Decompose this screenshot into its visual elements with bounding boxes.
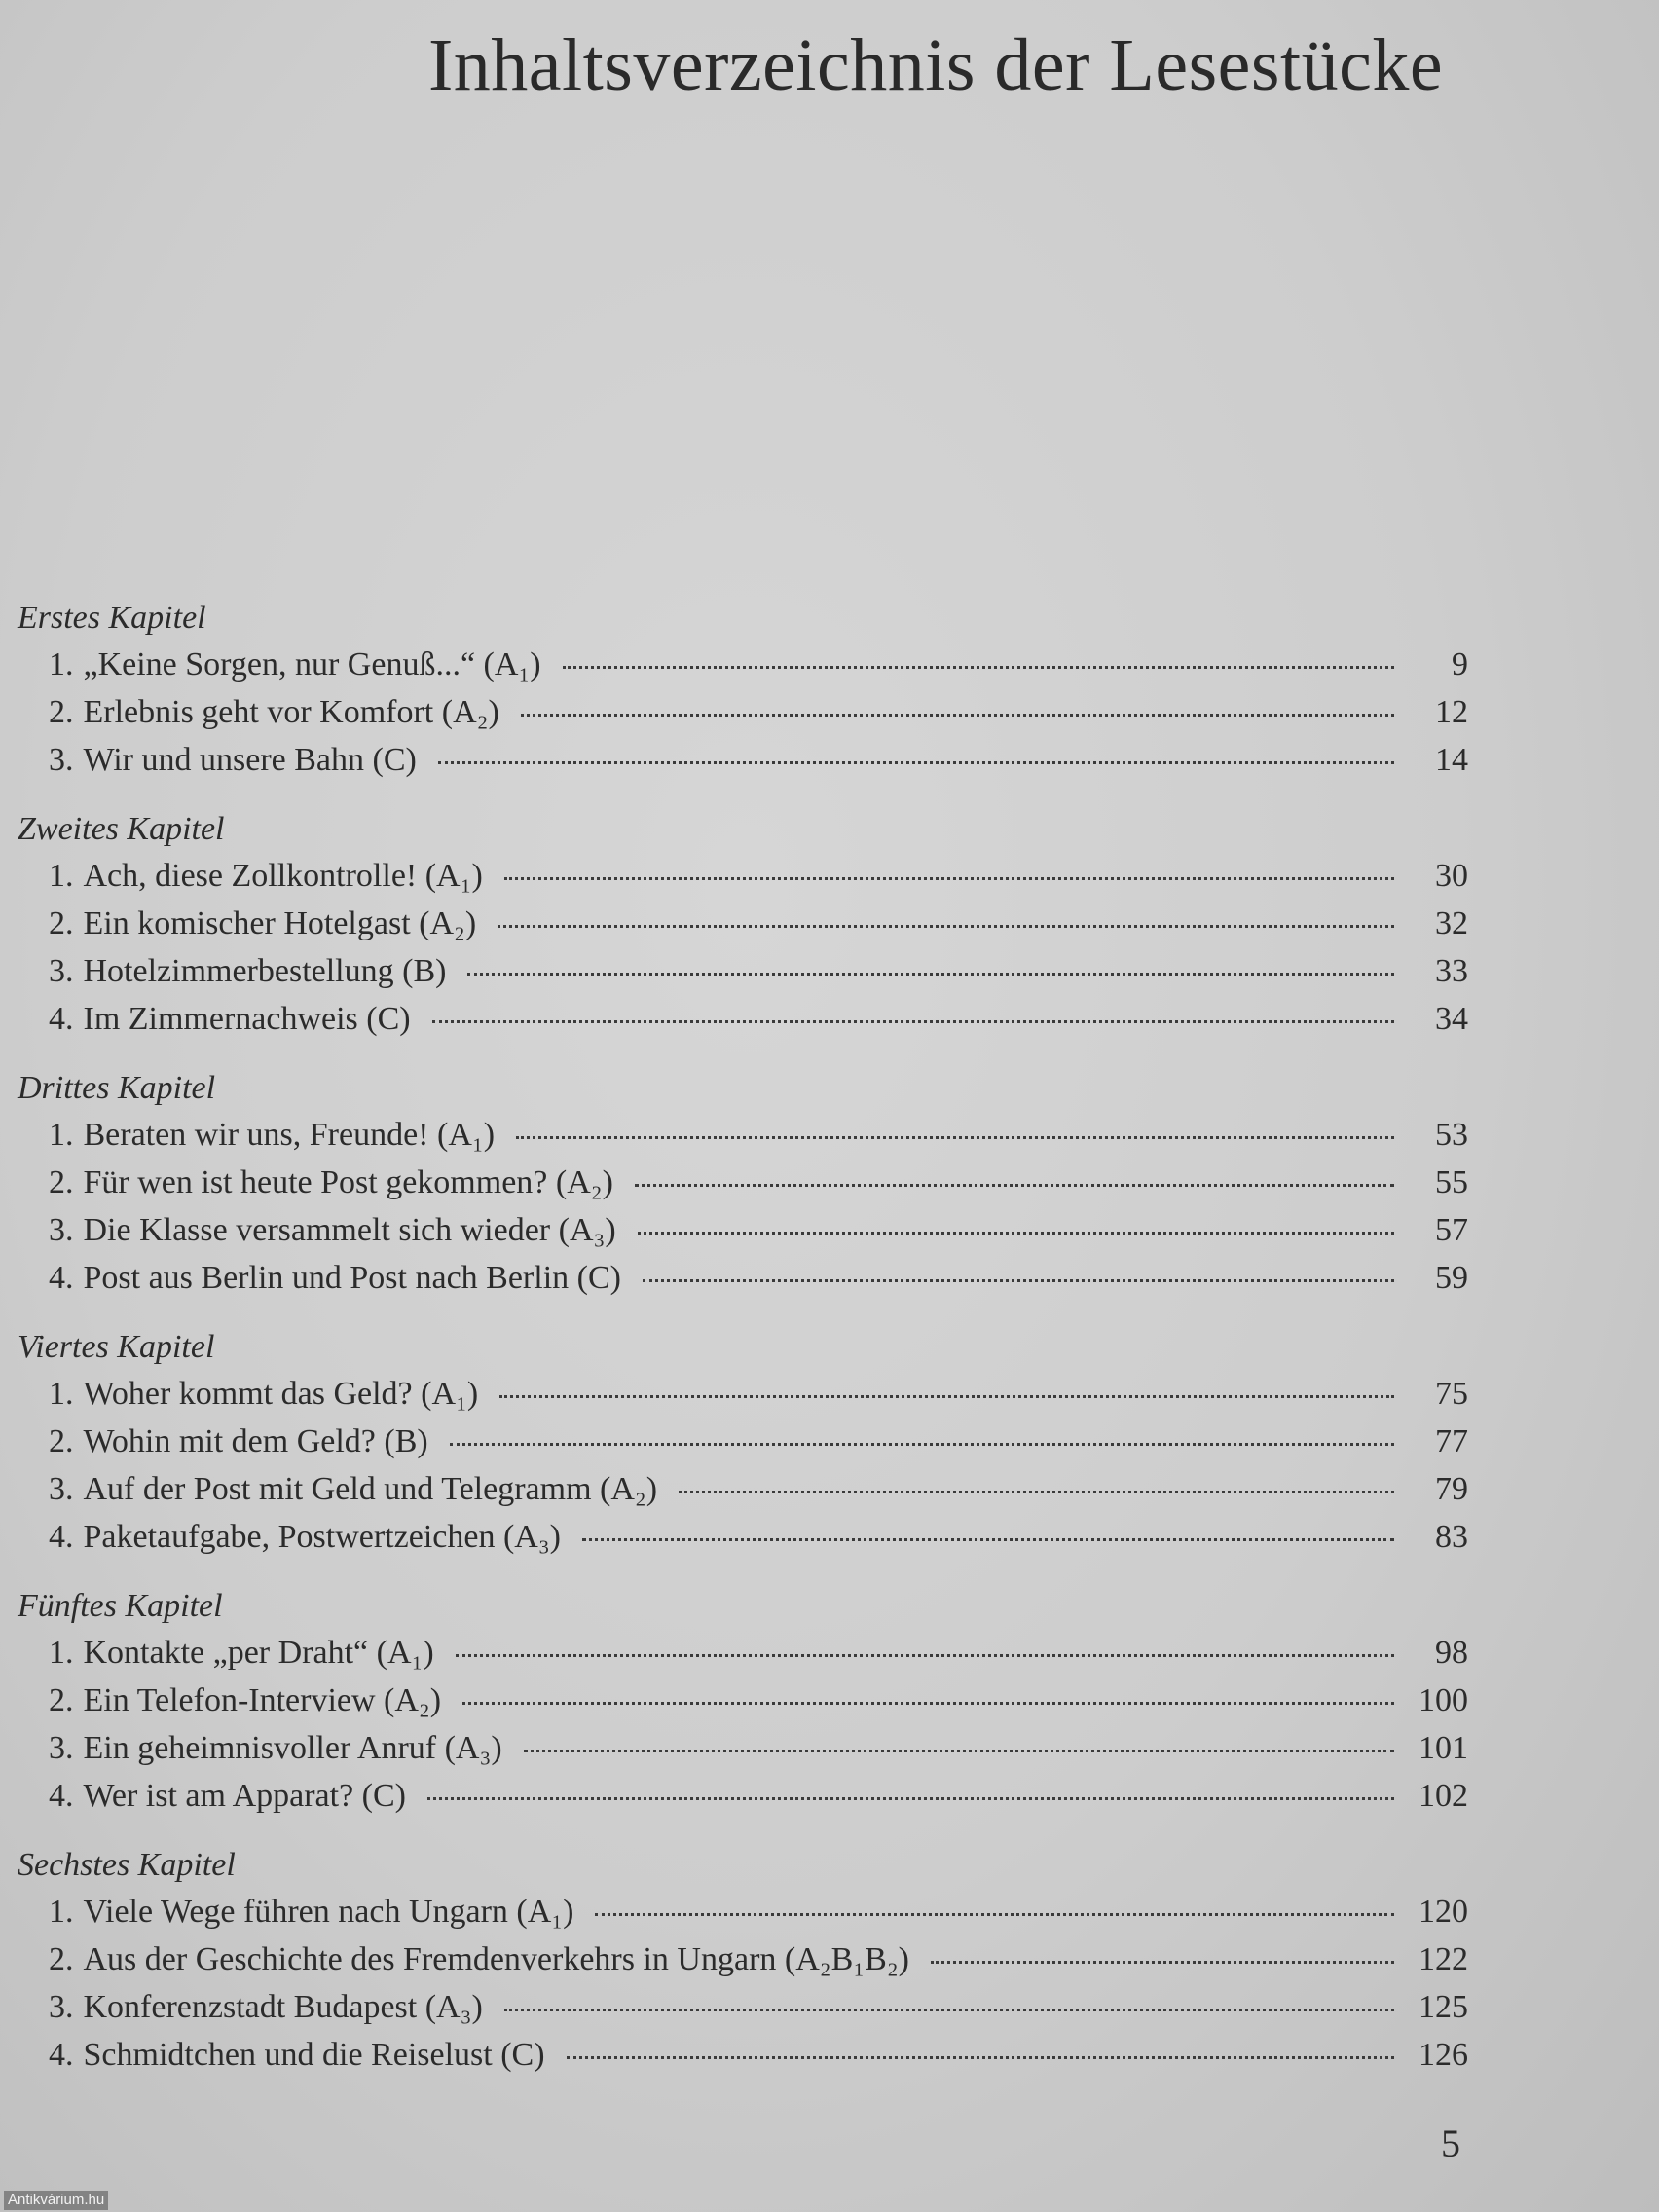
- toc-entry: [18, 736, 1468, 784]
- entry-title: Die Klasse versammelt sich wieder (A₃): [83, 1212, 616, 1248]
- dot-leader: [643, 1279, 1394, 1282]
- entry-number: 4.: [49, 1260, 74, 1296]
- dot-leader: [567, 2056, 1394, 2059]
- chapter-heading: Erstes Kapitel: [18, 600, 206, 636]
- toc-entry: [18, 1888, 1468, 1936]
- entry-number: 4.: [49, 1001, 74, 1037]
- dot-leader: [563, 666, 1394, 669]
- entry-number: 2.: [49, 1941, 74, 1977]
- table-of-contents: [18, 596, 1468, 2079]
- dot-leader: [504, 2009, 1394, 2011]
- entry-page-number: 9: [1452, 646, 1468, 682]
- entry-page-number: 101: [1419, 1730, 1468, 1766]
- entry-number: 3.: [49, 1989, 74, 2025]
- toc-entry: [18, 2031, 1468, 2079]
- entry-title: Wir und unsere Bahn (C): [83, 742, 417, 778]
- dot-leader: [931, 1961, 1394, 1964]
- toc-entry: [18, 1983, 1468, 2031]
- toc-entry: [18, 852, 1468, 900]
- toc-entry: [18, 1513, 1468, 1561]
- entry-page-number: 125: [1419, 1989, 1468, 2025]
- entry-page-number: 77: [1435, 1423, 1468, 1459]
- entry-number: 3.: [49, 1471, 74, 1507]
- entry-title: Ein Telefon-Interview (A₂): [83, 1682, 442, 1718]
- entry-number: 2.: [49, 1164, 74, 1200]
- dot-leader: [524, 1750, 1394, 1752]
- chapter-5: [18, 1584, 1468, 1820]
- toc-entry: [18, 1772, 1468, 1820]
- entry-page-number: 32: [1435, 905, 1468, 941]
- entry-number: 2.: [49, 694, 74, 730]
- entry-number: 3.: [49, 1730, 74, 1766]
- entry-page-number: 122: [1419, 1941, 1468, 1977]
- watermark-label: Antikvárium.hu: [4, 2191, 108, 2210]
- entry-title: Konferenzstadt Budapest (A₃): [83, 1989, 483, 2025]
- dot-leader: [595, 1913, 1394, 1916]
- entry-page-number: 83: [1435, 1519, 1468, 1555]
- chapter-3: [18, 1066, 1468, 1302]
- entry-page-number: 79: [1435, 1471, 1468, 1507]
- entry-title: Aus der Geschichte des Fremdenverkehrs in Ungarn (A₂B₁B₂): [83, 1941, 910, 1977]
- entry-title: Schmidtchen und die Reiselust (C): [83, 2037, 545, 2073]
- toc-entry: [18, 947, 1468, 995]
- toc-entry: [18, 995, 1468, 1043]
- toc-entry: [18, 1370, 1468, 1418]
- entry-number: 4.: [49, 2037, 74, 2073]
- entry-title: Ein geheimnisvoller Anruf (A₃): [83, 1730, 502, 1766]
- entry-page-number: 55: [1435, 1164, 1468, 1200]
- chapter-1: [18, 596, 1468, 784]
- dot-leader: [638, 1232, 1394, 1235]
- entry-title: Viele Wege führen nach Ungarn (A₁): [83, 1894, 574, 1930]
- toc-entry: [18, 1159, 1468, 1206]
- entry-number: 4.: [49, 1519, 74, 1555]
- entry-number: 1.: [49, 646, 74, 682]
- entry-number: 3.: [49, 742, 74, 778]
- toc-entry: [18, 900, 1468, 947]
- chapter-heading: Fünftes Kapitel: [18, 1588, 223, 1624]
- entry-page-number: 34: [1435, 1001, 1468, 1037]
- toc-entry: [18, 1111, 1468, 1159]
- entry-number: 1.: [49, 1635, 74, 1671]
- entry-page-number: 30: [1435, 858, 1468, 894]
- toc-entry: [18, 1254, 1468, 1302]
- entry-title: Ach, diese Zollkontrolle! (A₁): [83, 858, 483, 894]
- toc-entry: [18, 688, 1468, 736]
- chapter-heading: Viertes Kapitel: [18, 1329, 215, 1365]
- entry-title: Ein komischer Hotelgast (A₂): [83, 905, 477, 941]
- entry-page-number: 33: [1435, 953, 1468, 989]
- toc-entry: [18, 1724, 1468, 1772]
- entry-page-number: 14: [1435, 742, 1468, 778]
- toc-entry: [18, 1629, 1468, 1677]
- chapter-heading: Zweites Kapitel: [18, 811, 225, 847]
- dot-leader: [582, 1538, 1394, 1541]
- toc-entry: [18, 1206, 1468, 1254]
- entry-number: 4.: [49, 1778, 74, 1814]
- entry-page-number: 98: [1435, 1635, 1468, 1671]
- entry-number: 1.: [49, 1117, 74, 1153]
- toc-entry: [18, 1465, 1468, 1513]
- entry-title: Erlebnis geht vor Komfort (A₂): [83, 694, 499, 730]
- entry-number: 2.: [49, 905, 74, 941]
- entry-title: Post aus Berlin und Post nach Berlin (C): [83, 1260, 621, 1296]
- dot-leader: [635, 1184, 1394, 1187]
- entry-title: Im Zimmernachweis (C): [83, 1001, 411, 1037]
- chapter-heading: Sechstes Kapitel: [18, 1847, 236, 1883]
- entry-title: „Keine Sorgen, nur Genuß...“ (A₁): [83, 646, 541, 682]
- entry-number: 1.: [49, 858, 74, 894]
- entry-title: Für wen ist heute Post gekommen? (A₂): [83, 1164, 613, 1200]
- entry-title: Woher kommt das Geld? (A₁): [83, 1376, 479, 1412]
- toc-entry: [18, 1936, 1468, 1983]
- dot-leader: [427, 1797, 1394, 1800]
- toc-entry: [18, 1418, 1468, 1465]
- dot-leader: [462, 1702, 1394, 1705]
- entry-page-number: 100: [1419, 1682, 1468, 1718]
- toc-entry: [18, 641, 1468, 688]
- entry-page-number: 126: [1419, 2037, 1468, 2073]
- dot-leader: [467, 973, 1394, 976]
- dot-leader: [450, 1443, 1394, 1446]
- entry-number: 2.: [49, 1423, 74, 1459]
- entry-title: Paketaufgabe, Postwertzeichen (A₃): [83, 1519, 561, 1555]
- entry-number: 1.: [49, 1376, 74, 1412]
- entry-page-number: 12: [1435, 694, 1468, 730]
- dot-leader: [438, 761, 1394, 764]
- page-title: Inhaltsverzeichnis der Lesestücke: [428, 24, 1444, 106]
- entry-title: Wohin mit dem Geld? (B): [83, 1423, 428, 1459]
- dot-leader: [504, 877, 1394, 880]
- entry-number: 3.: [49, 953, 74, 989]
- entry-page-number: 120: [1419, 1894, 1468, 1930]
- chapter-heading: Drittes Kapitel: [18, 1070, 216, 1106]
- dot-leader: [498, 925, 1394, 928]
- dot-leader: [516, 1136, 1394, 1139]
- entry-title: Auf der Post mit Geld und Telegramm (A₂): [83, 1471, 658, 1507]
- dot-leader: [679, 1491, 1394, 1493]
- chapter-6: [18, 1843, 1468, 2079]
- entry-page-number: 57: [1435, 1212, 1468, 1248]
- entry-title: Wer ist am Apparat? (C): [83, 1778, 406, 1814]
- entry-title: Beraten wir uns, Freunde! (A₁): [83, 1117, 496, 1153]
- chapter-2: [18, 807, 1468, 1043]
- dot-leader: [499, 1395, 1394, 1398]
- toc-entry: [18, 1677, 1468, 1724]
- dot-leader: [432, 1020, 1394, 1023]
- entry-page-number: 75: [1435, 1376, 1468, 1412]
- entry-title: Hotelzimmerbestellung (B): [83, 953, 447, 989]
- page-number: 5: [1441, 2121, 1460, 2165]
- entry-page-number: 59: [1435, 1260, 1468, 1296]
- entry-page-number: 53: [1435, 1117, 1468, 1153]
- entry-number: 2.: [49, 1682, 74, 1718]
- entry-number: 1.: [49, 1894, 74, 1930]
- chapter-4: [18, 1325, 1468, 1561]
- entry-page-number: 102: [1419, 1778, 1468, 1814]
- entry-title: Kontakte „per Draht“ (A₁): [83, 1635, 434, 1671]
- dot-leader: [456, 1654, 1394, 1657]
- dot-leader: [521, 714, 1394, 717]
- entry-number: 3.: [49, 1212, 74, 1248]
